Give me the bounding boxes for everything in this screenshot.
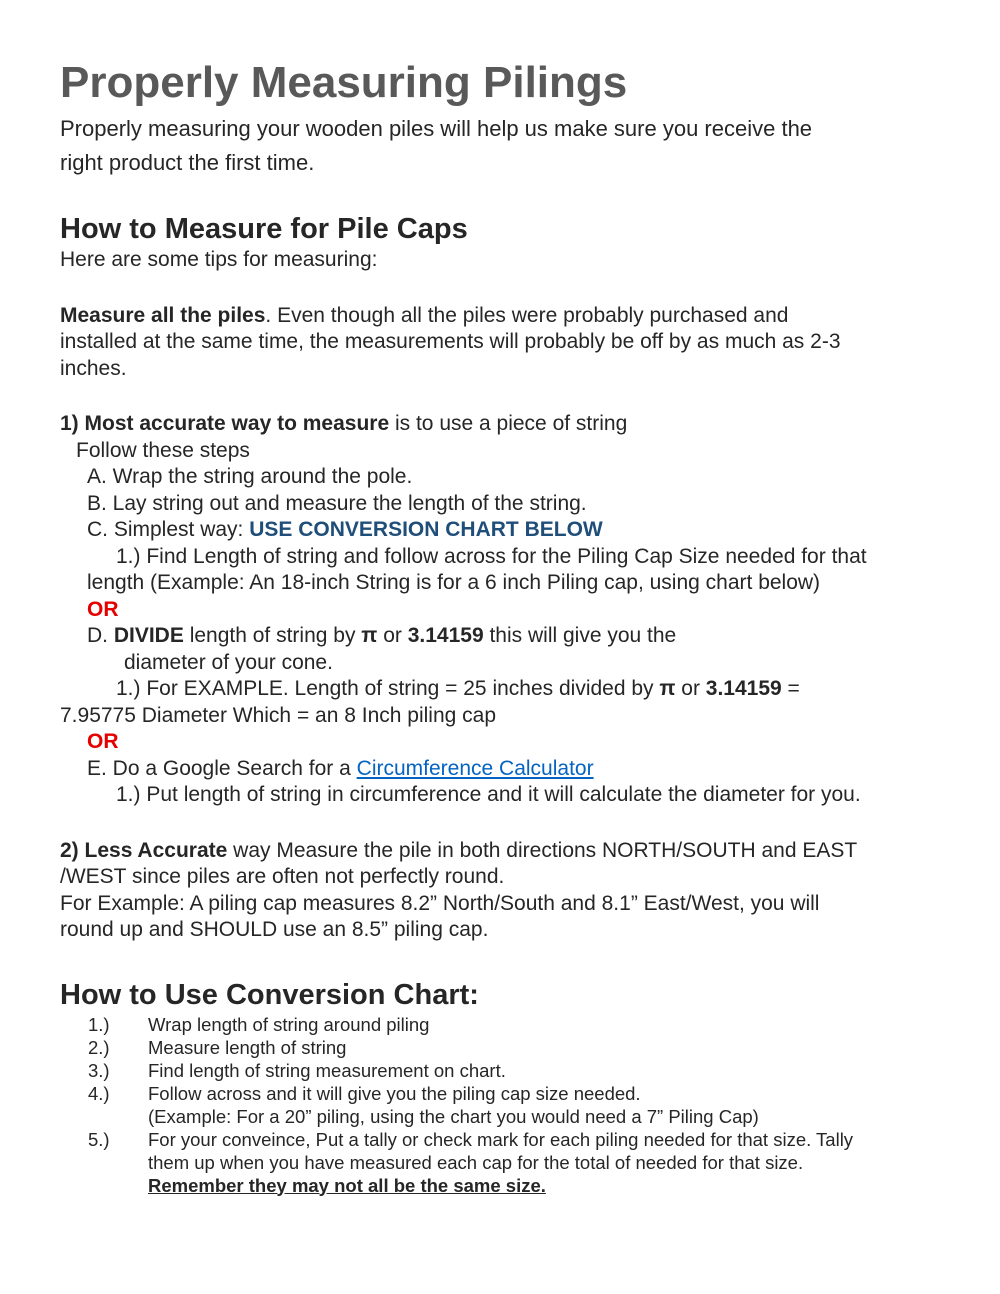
list-number: 2.): [88, 1036, 110, 1058]
intro-line: [60, 114, 940, 144]
text-segment: installed at the same time, the measurements will probably be off by as much as 2-3: [60, 330, 841, 353]
list-number: 5.): [88, 1128, 110, 1150]
list-text: [148, 1036, 346, 1059]
text-segment: Remember they may not all be the same size.: [148, 1174, 546, 1196]
paragraph-spacer: [60, 274, 940, 303]
paragraph-spacer: [60, 382, 940, 411]
text-segment: length (Example: An 18-inch String is for a 6 inch Piling cap, using chart below): [87, 571, 821, 594]
text-line: [60, 891, 940, 918]
paragraph-spacer: [60, 809, 940, 838]
text-line: [60, 623, 940, 650]
text-segment: Measure length of string: [148, 1036, 347, 1058]
text-segment: How to Measure for Pile Caps: [60, 213, 468, 245]
text-segment: inches.: [60, 356, 127, 380]
text-line: [60, 703, 940, 730]
text-segment: /WEST since piles are often not perfectly round.: [60, 865, 505, 888]
text-line: [60, 838, 940, 865]
text-segment: =: [781, 677, 800, 700]
text-line: [60, 650, 940, 677]
text-segment: A. Wrap the string around the pole.: [87, 465, 413, 488]
text-segment: Properly Measuring Pilings: [60, 58, 628, 107]
text-line: [60, 247, 940, 274]
text-line: [60, 917, 940, 944]
text-segment: OR: [87, 597, 119, 621]
text-line: [60, 303, 940, 330]
circumference-calculator-link[interactable]: Circumference Calculator: [356, 756, 594, 780]
text-segment: 3.14159: [407, 624, 484, 647]
text-segment: or: [675, 677, 706, 700]
list-text: [148, 1013, 429, 1036]
list-item: [60, 1059, 940, 1082]
text-segment: 3.14159: [705, 677, 782, 700]
text-segment: 1) Most accurate way to measure: [60, 412, 390, 435]
text-segment: OR: [87, 730, 119, 753]
text-line: [60, 438, 940, 465]
text-segment: this will give you the: [483, 624, 677, 647]
text-segment: 1.) For EXAMPLE. Length of string = 25 inches divided by: [116, 677, 660, 700]
text-line: [60, 411, 940, 438]
text-line: [60, 329, 940, 356]
text-segment: Properly measuring your wooden piles will help us make sure you receive the: [60, 116, 813, 141]
text-line: [60, 782, 940, 809]
text-segment: (Example: For a 20” piling, using the chart you would need a 7” Piling Cap): [148, 1105, 759, 1127]
text-segment: diameter of your cone.: [124, 650, 333, 674]
text-segment: round up and SHOULD use an 8.5” piling cap.: [60, 918, 489, 941]
list-continuation: [60, 1105, 940, 1128]
text-line: [60, 864, 940, 891]
text-segment: Follow across and it will give you the piling cap size needed.: [148, 1082, 641, 1104]
text-segment: E. Do a Google Search for a: [87, 756, 357, 780]
list-item: [60, 1013, 940, 1036]
list-item: [60, 1036, 940, 1059]
text-segment: USE CONVERSION CHART BELOW: [249, 518, 603, 541]
text-segment: or: [377, 624, 408, 647]
list-continuation: [60, 1174, 940, 1197]
text-segment: . Even though all the piles were probably purchased and: [265, 303, 789, 327]
text-segment: 1.) Find Length of string and follow across for the Piling Cap Size needed for that: [116, 544, 867, 568]
text-line: [60, 597, 940, 624]
text-segment: 1.) Put length of string in circumference and it will calculate the diameter for you.: [116, 783, 861, 806]
text-line: [60, 729, 940, 756]
text-line: [60, 756, 940, 783]
text-line: [60, 676, 940, 703]
text-segment: π: [361, 624, 378, 647]
list-text: [148, 1059, 506, 1082]
text-segment: How to Use Conversion Chart:: [60, 978, 479, 1011]
text-segment: For your conveince, Put a tally or check mark for each piling needed for that size. Tally: [148, 1128, 854, 1150]
text-line: [60, 570, 940, 597]
list-text: [148, 1128, 853, 1151]
text-segment: Wrap length of string around piling: [148, 1013, 430, 1035]
text-segment: For Example: A piling cap measures 8.2” North/South and 8.1” East/West, you will: [60, 891, 820, 915]
text-segment: 7.95775 Diameter Which = an 8 Inch piling cap: [60, 703, 497, 727]
text-segment: way Measure the pile in both directions NORTH/SOUTH and EAST: [227, 838, 858, 862]
text-segment: length of string by: [183, 624, 362, 647]
text-segment: is to use a piece of string: [389, 412, 628, 435]
intro-line: [60, 148, 940, 178]
text-line: [60, 491, 940, 518]
text-line: [60, 464, 940, 491]
list-text: [148, 1082, 641, 1105]
text-segment: Measure all the piles: [60, 303, 266, 327]
text-segment: DIVIDE: [113, 624, 184, 647]
section-heading: [60, 211, 940, 247]
text-line: [60, 544, 940, 571]
list-item: [60, 1128, 940, 1151]
text-segment: 2) Less Accurate: [60, 838, 228, 862]
text-segment: C. Simplest way:: [87, 518, 250, 541]
text-segment: π: [659, 677, 676, 700]
list-continuation: [60, 1151, 940, 1174]
text-segment: D.: [87, 624, 114, 647]
text-segment: right product the first time.: [60, 150, 315, 175]
text-line: [60, 356, 940, 383]
page-title: [60, 56, 940, 110]
list-number: 1.): [88, 1013, 110, 1035]
text-segment: Find length of string measurement on chart.: [148, 1059, 506, 1081]
text-segment: Here are some tips for measuring:: [60, 248, 378, 271]
text-segment: B. Lay string out and measure the length of the string.: [87, 491, 587, 515]
list-number: 3.): [88, 1059, 110, 1081]
text-segment: Follow these steps: [76, 438, 250, 462]
text-line: [60, 517, 940, 544]
section-heading: [60, 977, 940, 1013]
list-item: [60, 1082, 940, 1105]
text-segment: them up when you have measured each cap for the total of needed for that size.: [148, 1151, 804, 1173]
list-number: 4.): [88, 1082, 110, 1104]
